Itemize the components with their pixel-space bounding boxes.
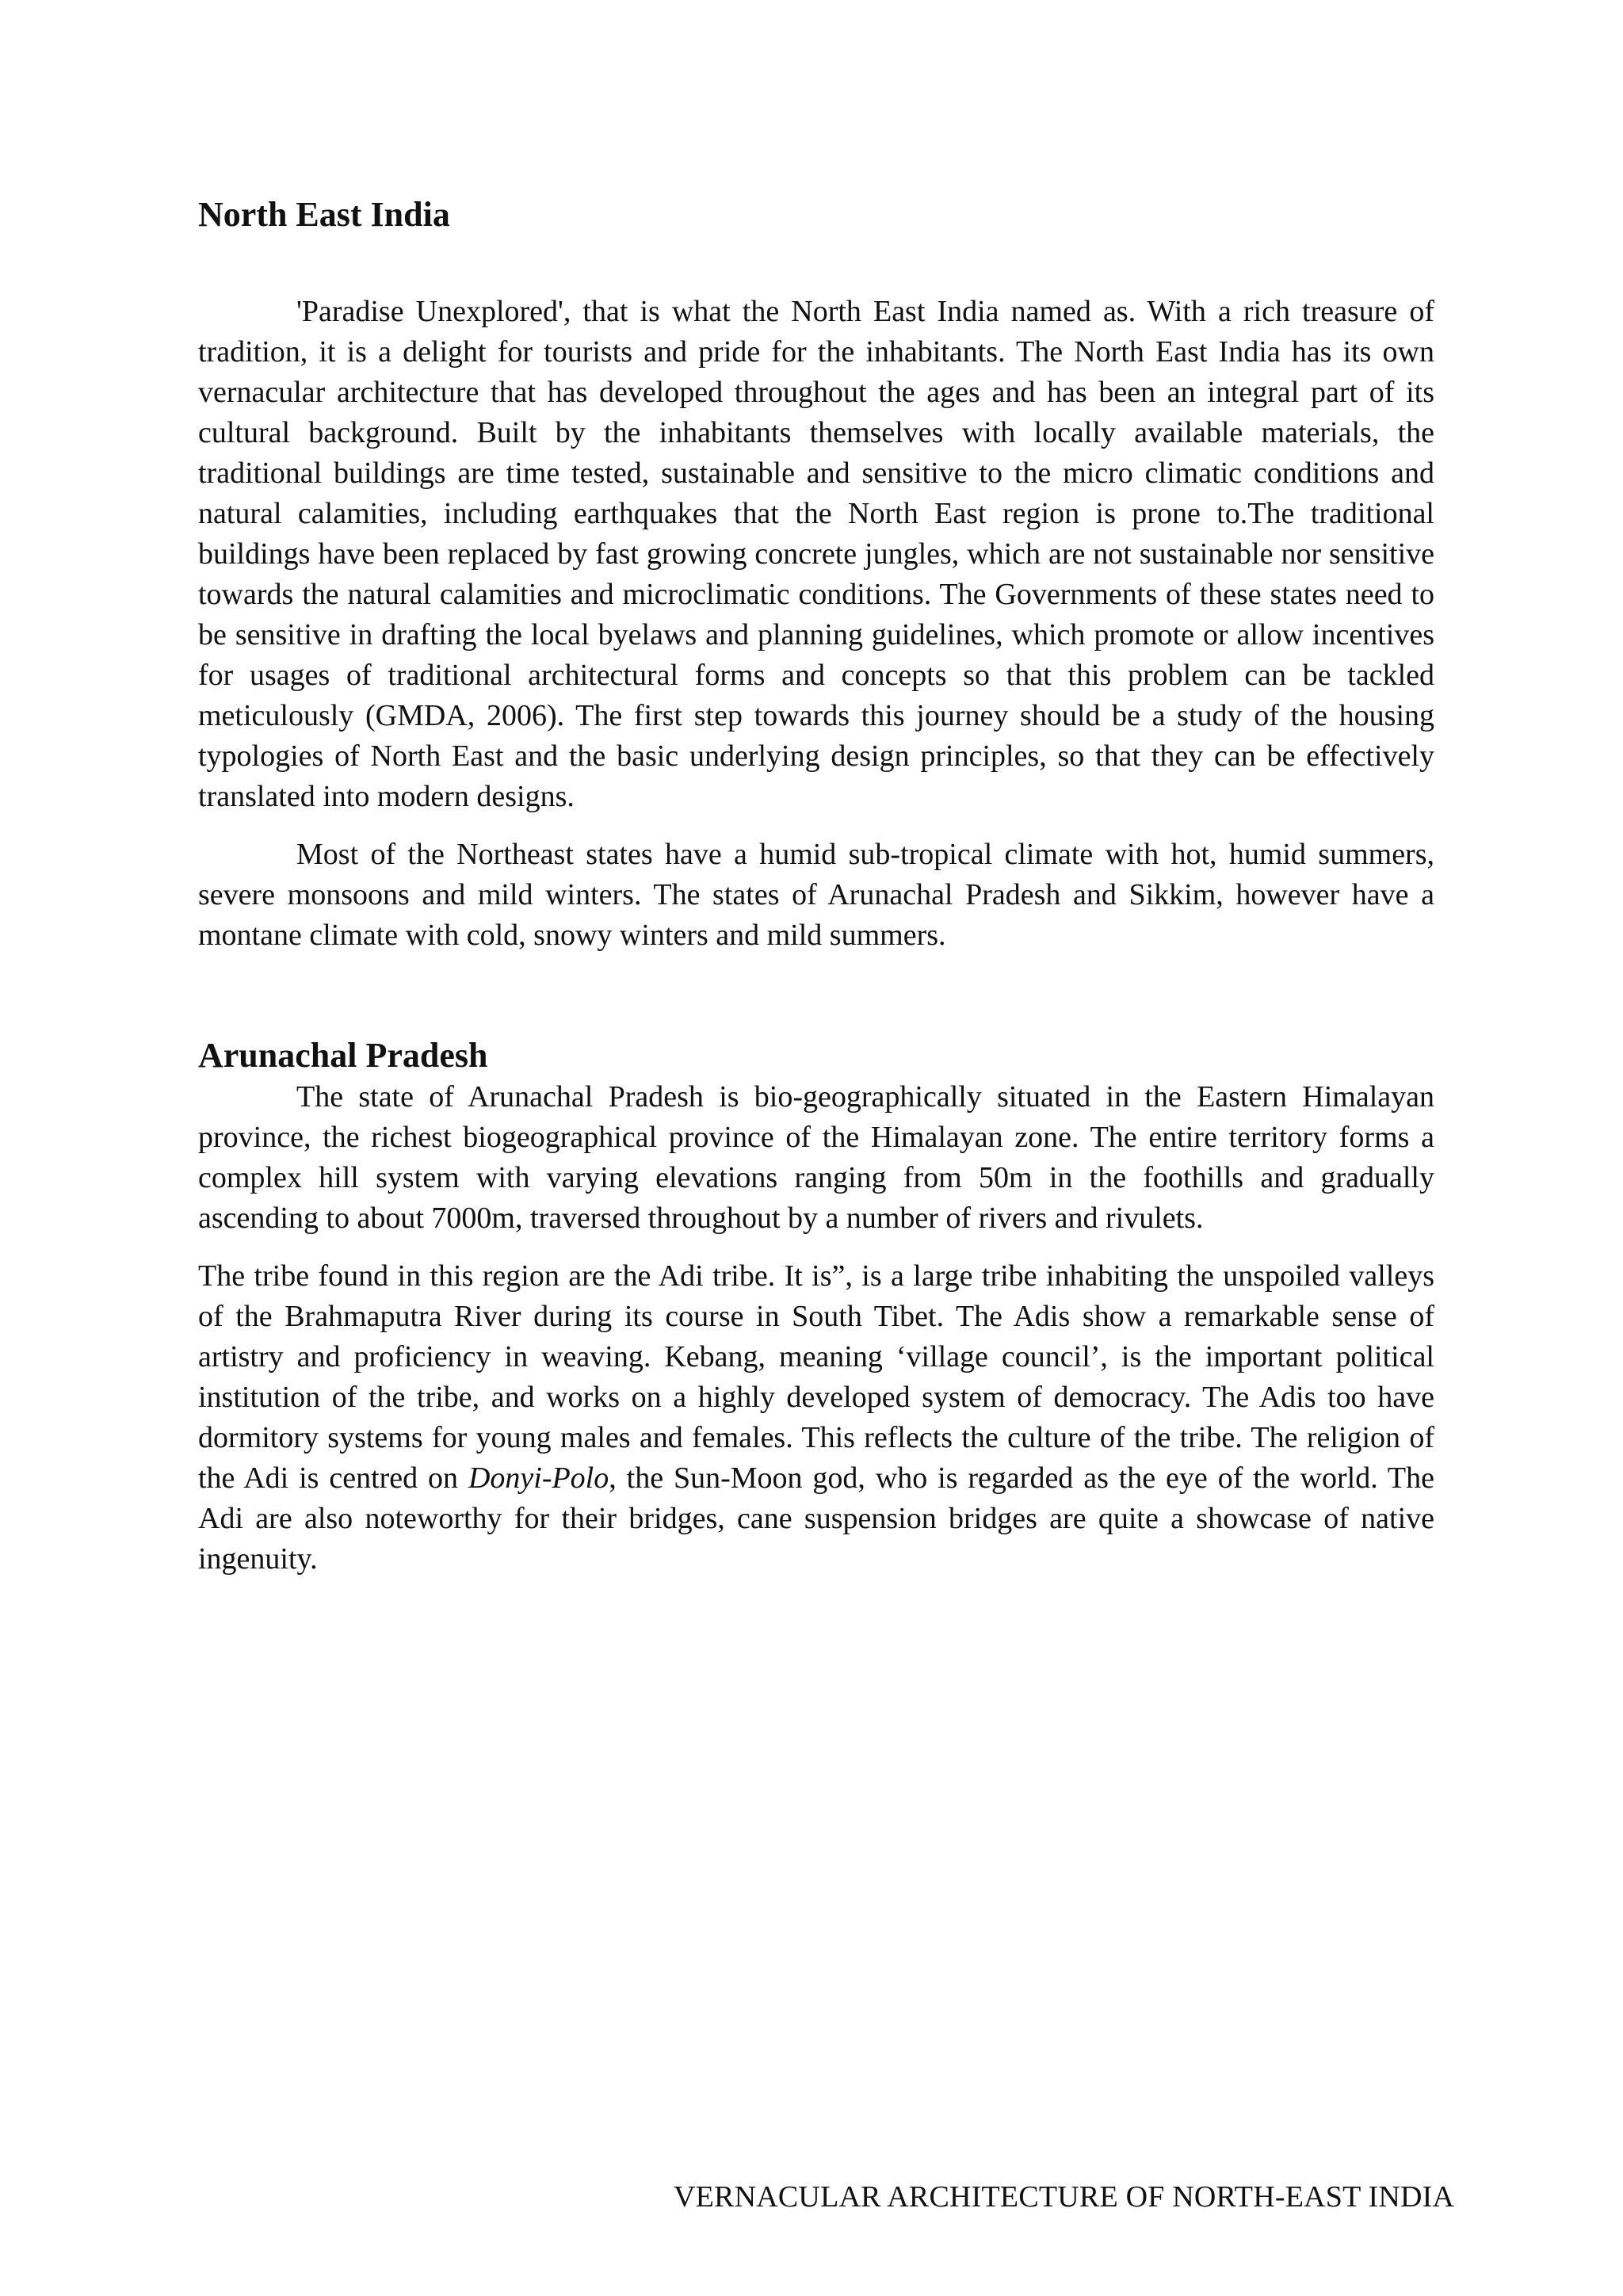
adi-text-before: The tribe found in this region are the Adi tribe. It is”, is a large tribe inhabiting the unspoiled valleys of the Brahmaputra River during its course in South Tibet. The Adis show a remarkable sense of artistry and proficiency in weaving. Kebang, meaning ‘village council’, is the important political institution of the tribe, and works on a highly developed system of democracy. The Adis too have dormitory systems for young males and females. This reflects the culture of the tribe. The religion of the Adi is centred on: [198, 1259, 1434, 1495]
heading-arunachal-pradesh: Arunachal Pradesh: [198, 1035, 488, 1075]
paragraph-adi-tribe: [198, 1256, 1434, 1580]
running-footer-title: VERNACULAR ARCHITECTURE OF NORTH-EAST INDIA: [674, 2180, 1455, 2214]
adi-text-after: , the Sun-Moon god, who is regarded as the eye of the world. The Adi are also noteworthy for their bridges, cane suspension bridges are quite a showcase of native ingenuity.: [198, 1461, 1434, 1576]
paragraph-paradise-unexplored: 'Paradise Unexplored', that is what the North East India named as. With a rich treasure of tradition, it is a delight for tourists and pride for the inhabitants. The North East India has its own vernacular architecture that has developed throughout the ages and has been an integral part of its cultural background. Built by the inhabitants themselves with locally available materials, the traditional buildings are time tested, sustainable and sensitive to the micro climatic conditions and natural calamities, including earthquakes that the North East region is prone to.The traditional buildings have been replaced by fast growing concrete jungles, which are not sustainable nor sensitive towards the natural calamities and microclimatic conditions. The Governments of these states need to be sensitive in drafting the local byelaws and planning guidelines, which promote or allow incentives for usages of traditional architectural forms and concepts so that this problem can be tackled meticulously (GMDA, 2006). The first step towards this journey should be a study of the housing typologies of North East and the basic underlying design principles, so that they can be effectively translated into modern designs.: [198, 294, 1434, 813]
donyi-polo-term: Donyi-Polo: [468, 1461, 609, 1495]
page-content: [198, 194, 1434, 1597]
heading-north-east-india: North East India: [198, 195, 450, 234]
paragraph-geography: The state of Arunachal Pradesh is bio-geographically situated in the Eastern Himalayan province, the richest biogeographical province of the Himalayan zone. The entire territory forms a complex hill system with varying elevations ranging from 50m in the foothills and gradually ascending to about 7000m, traversed throughout by a number of rivers and rivulets.: [198, 1079, 1434, 1235]
paragraph-climate: Most of the Northeast states have a humid sub-tropical climate with hot, humid summers, severe monsoons and mild winters. The states of Arunachal Pradesh and Sikkim, however have a montane climate with cold, snowy winters and mild summers.: [198, 837, 1434, 952]
